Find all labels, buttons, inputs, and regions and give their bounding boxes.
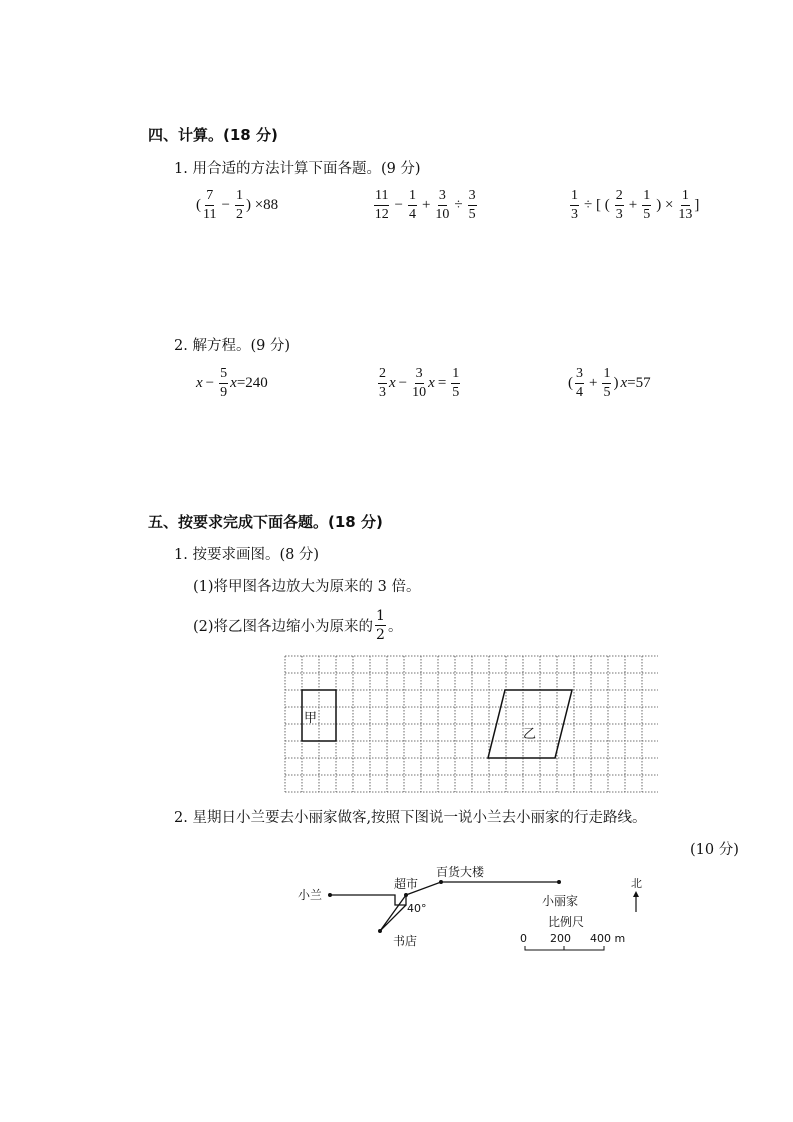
instruction-2: (2)将乙图各边缩小为原来的 $\frac{1}{2}$ 。 <box>193 608 403 643</box>
fraction: $\frac{2}{3}$ <box>379 366 386 400</box>
label-north: 北 <box>631 877 642 890</box>
route-line-bookstore <box>380 895 406 931</box>
variable-x: x <box>196 375 203 391</box>
label-jia: 甲 <box>304 711 318 726</box>
fraction: $\frac{1}{4}$ <box>408 188 416 222</box>
operator: = <box>437 375 447 391</box>
equation-3 <box>568 367 651 400</box>
equation-1 <box>196 367 268 400</box>
operator: ÷ <box>454 197 463 213</box>
paren-left: ( <box>568 375 573 391</box>
variable-x: x <box>389 375 396 391</box>
fraction: $\frac{3}{10}$ <box>412 366 427 400</box>
instruction-1: (1)将甲图各边放大为原来的 3 倍。 <box>193 579 421 595</box>
scale-label-200: 200 <box>550 932 571 945</box>
label-shudian: 书店 <box>393 934 418 948</box>
fraction: $\frac{11}{12}$ <box>374 188 389 222</box>
question-5-2-title: 2. 星期日小兰要去小丽家做客,按照下图说一说小兰去小丽家的行走路线。 <box>174 810 647 826</box>
point-baihuo <box>439 880 443 884</box>
operator: − <box>221 197 230 213</box>
paren-right: ) <box>613 375 619 391</box>
label-baihuo: 百货大楼 <box>436 865 485 879</box>
fraction: $\frac{3}{10}$ <box>435 188 450 222</box>
fraction: $\frac{1}{3}$ <box>571 188 578 222</box>
label-xiaoli: 小丽家 <box>542 894 579 908</box>
equation-2 <box>376 367 462 400</box>
fraction: $\frac{3}{4}$ <box>576 366 583 400</box>
expression-tail: ) ×88 <box>245 197 279 213</box>
bracket-right: ] <box>694 197 700 213</box>
question-2-title: 2. 解方程。(9 分) <box>174 338 291 354</box>
fraction: $\frac{1}{5}$ <box>643 188 651 222</box>
equation-right-side: =57 <box>627 375 651 391</box>
fraction: $\frac{3}{5}$ <box>468 188 476 222</box>
label-yi: 乙 <box>523 727 537 742</box>
fraction: $\frac{1}{5}$ <box>452 366 460 400</box>
label-angle: 40° <box>407 902 427 915</box>
fraction: $\frac{1}{2}$ <box>235 188 243 222</box>
scale-label-0: 0 <box>520 932 527 945</box>
calc-expression-1 <box>196 189 278 222</box>
point-xiaolan <box>328 893 332 897</box>
fraction: $\frac{1}{5}$ <box>603 366 611 400</box>
section-4-title: 四、计算。(18 分) <box>148 126 278 144</box>
question-5-2-points: (10 分) <box>690 842 739 858</box>
operator: − <box>205 375 215 391</box>
route-map <box>290 862 650 962</box>
variable-x: x <box>620 375 628 391</box>
variable-x: x <box>230 375 237 391</box>
fraction: $\frac{1}{2}$ <box>376 608 385 643</box>
question-1-title: 1. 用合适的方法计算下面各题。(9 分) <box>174 161 421 177</box>
operator: + <box>628 197 638 213</box>
question-5-1-title: 1. 按要求画图。(8 分) <box>174 547 320 563</box>
operator: + <box>421 197 431 213</box>
operator: ÷ [ ( <box>584 197 610 213</box>
operator: − <box>398 375 408 391</box>
section-5-title: 五、按要求完成下面各题。(18 分) <box>148 513 383 531</box>
variable-x: x <box>428 375 435 391</box>
route-line-upper <box>330 882 559 905</box>
operator: + <box>589 375 598 391</box>
fraction: $\frac{5}{9}$ <box>220 366 228 400</box>
point-shudian <box>378 929 382 933</box>
point-chaoshi <box>404 893 408 897</box>
point-xiaoli <box>557 880 561 884</box>
paren-left: ( <box>196 197 201 213</box>
label-chaoshi: 超市 <box>394 877 419 891</box>
fraction: $\frac{7}{11}$ <box>203 188 217 222</box>
calc-expression-2 <box>372 189 479 222</box>
calc-expression-3 <box>568 189 699 222</box>
operator: ) × <box>656 197 674 213</box>
fraction: $\frac{2}{3}$ <box>615 188 623 222</box>
scale-label-400: 400 m <box>590 932 626 945</box>
fraction: $\frac{1}{13}$ <box>678 188 693 222</box>
drawing-grid <box>284 654 658 794</box>
label-xiaolan: 小兰 <box>298 888 323 902</box>
grid-lines <box>285 656 658 792</box>
scale-title: 比例尺 <box>548 915 585 929</box>
equation-right-side: =240 <box>236 375 268 391</box>
north-arrow-icon <box>633 891 639 897</box>
operator: − <box>394 197 403 213</box>
